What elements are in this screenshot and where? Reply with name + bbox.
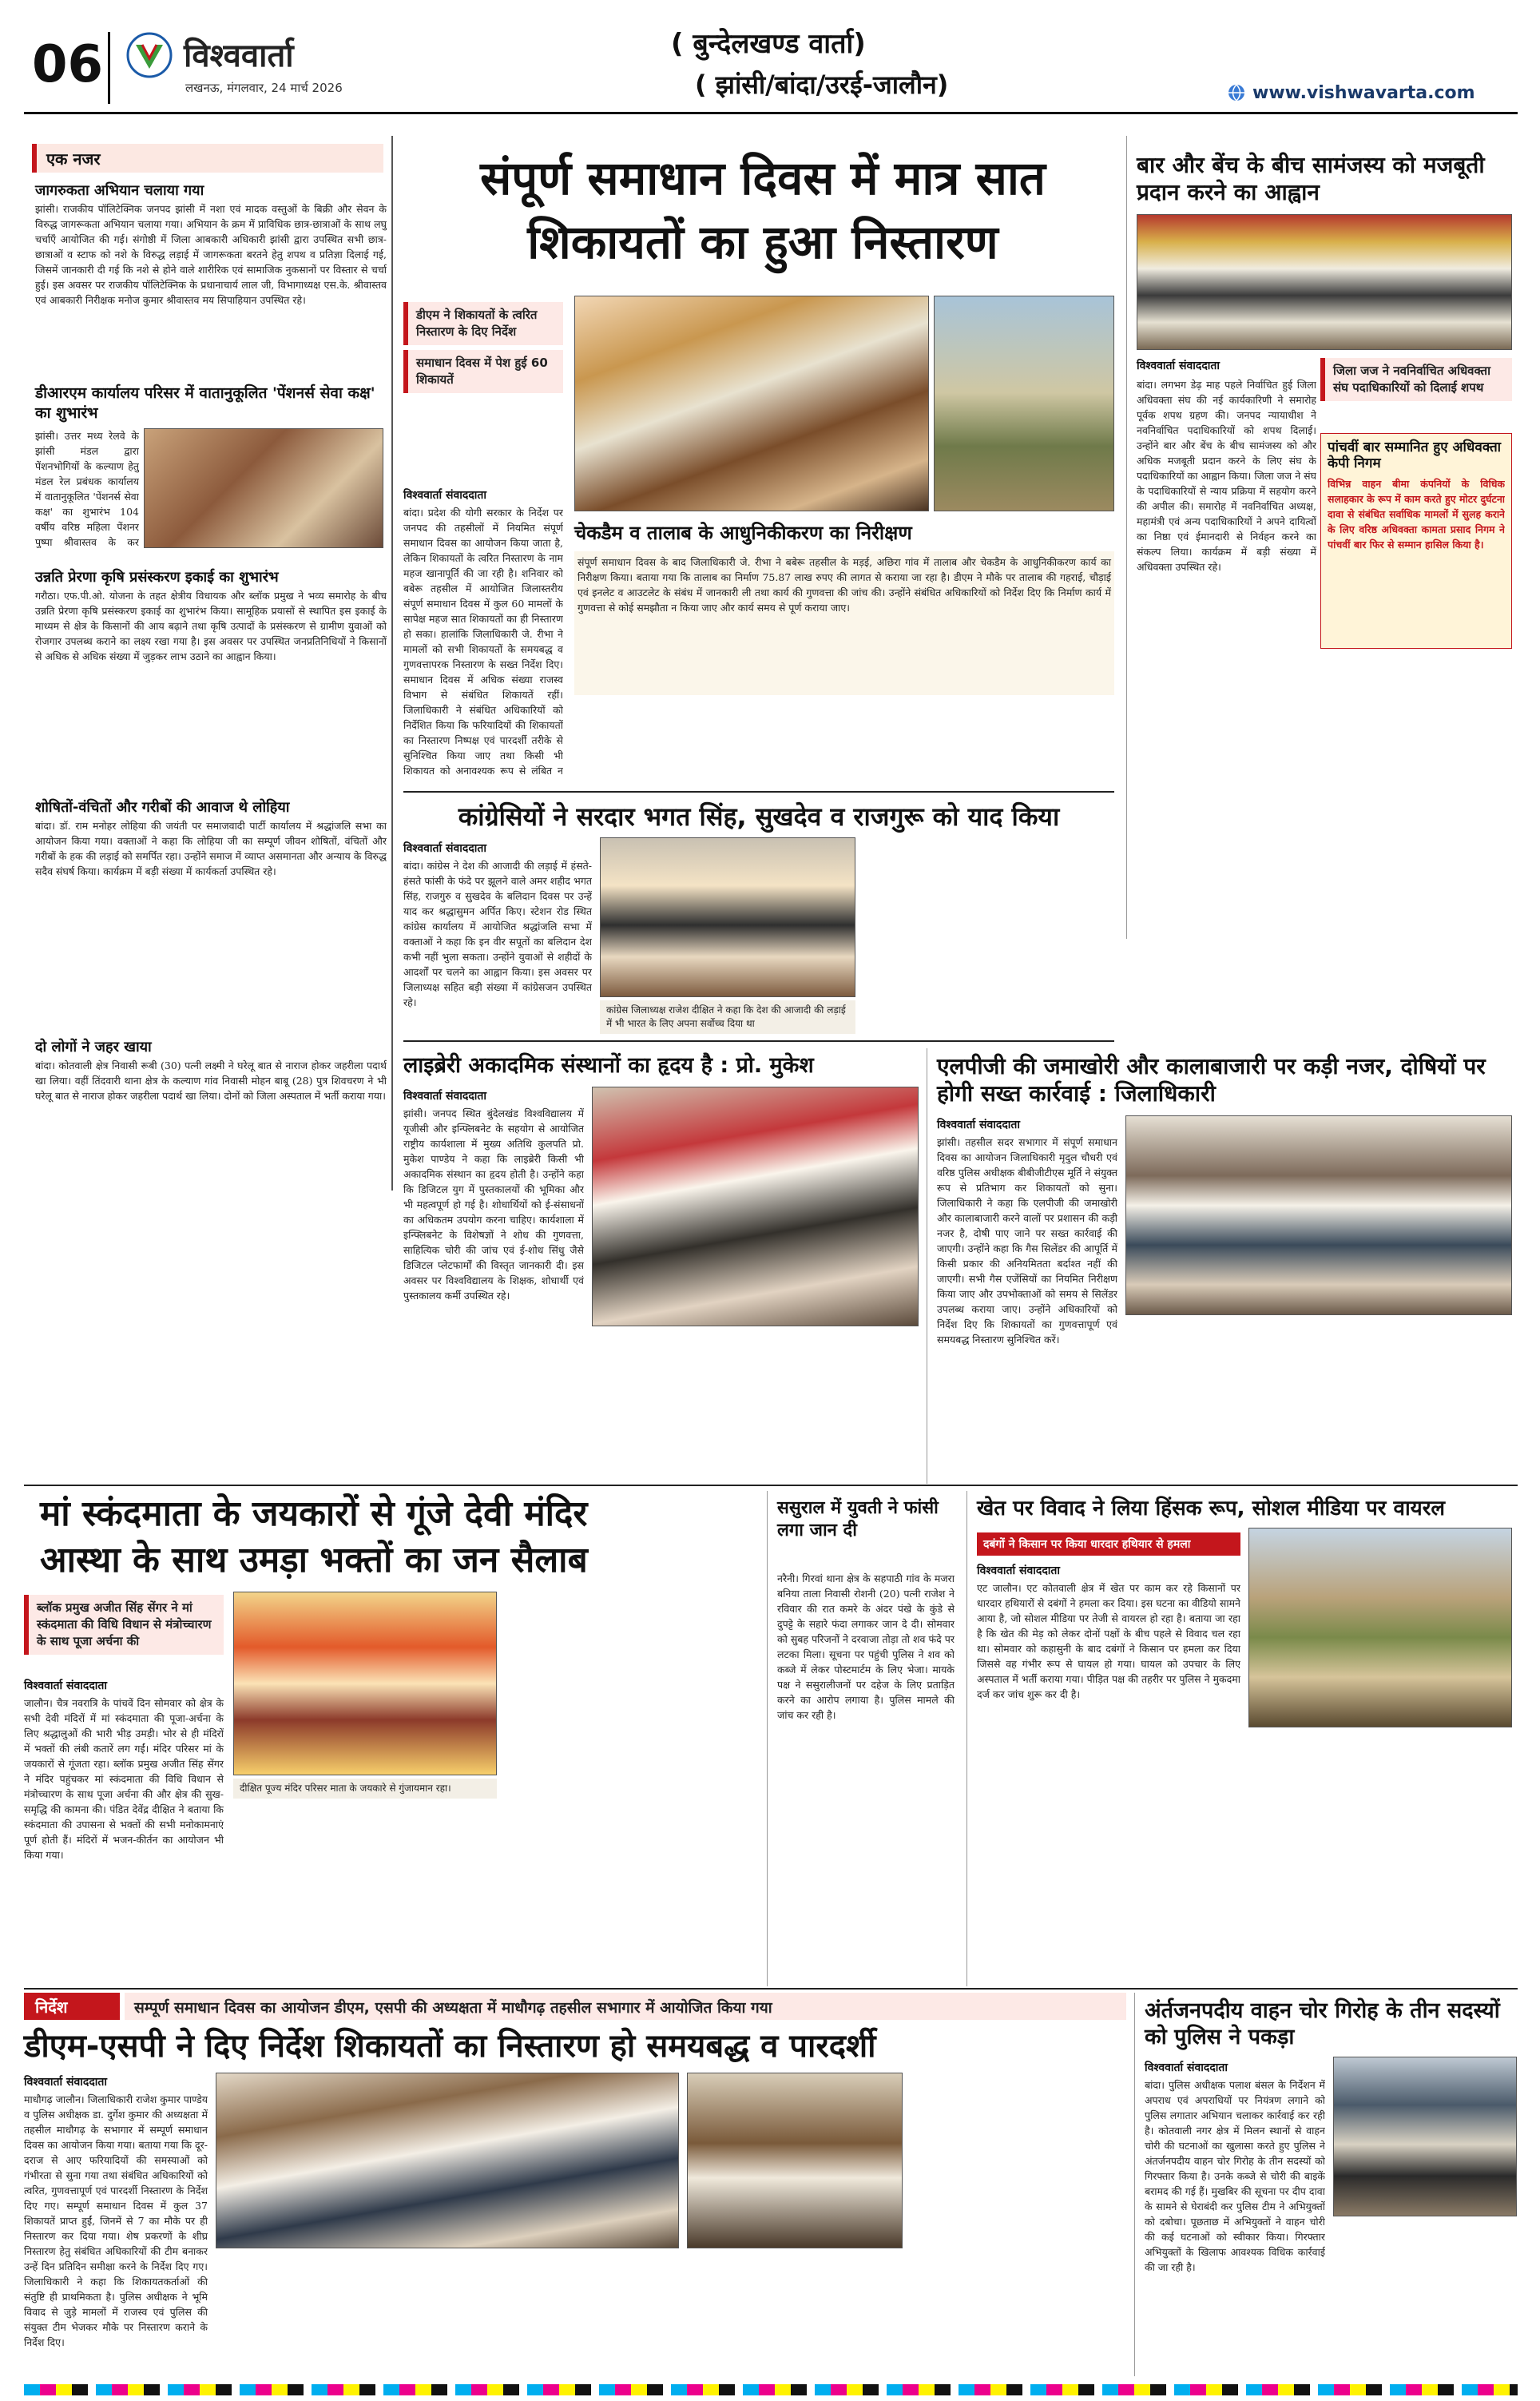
congress-photo: [600, 837, 855, 997]
paper-logo-icon: [126, 32, 173, 78]
brief-body: झांसी। राजकीय पॉलिटेक्निक जनपद झांसी में नशा एवं मादक वस्तुओं के बिक्री और सेवन के विरुद्ध जागरूकता अभियान चलाया गया। अभियान के क्रम में प्राविधिक छात्र-छात्राओं के साथ लघु चर्चाएँ आयोजित की गई। संगोष्ठी में जिला आबकारी अधिकारी झांसी द्वारा उपस्थित सभी छात्र-छात्राओं व स्टाफ को नशे के विरुद्ध लड़ाई में जागरूकता बरतने हेतु शपथ व प्रतिज्ञा दिलाई गई, जिसमें जानकारी दी गई कि नशे से होने वाले शारीरिक एवं सामाजिक नुकसानों पर विस्तार से चर्चा हुई। इस अवसर पर राजकीय पॉलिटेक्निक के प्रधानाचार्य लाल जी, विभागाध्यक्ष एस.के. श्रीवास्तव एवं आबकारी निरीक्षक मनोज कुमार श्रीवास्तव मय सिपाहियान उपस्थित रहे।: [35, 203, 387, 306]
directive-photo: [216, 2073, 679, 2248]
directive-kicker: सम्पूर्ण समाधान दिवस का आयोजन डीएम, एसपी की अध्यक्षता में माधौगढ़ तहसील सभागार में आयोजित किया गया: [125, 1993, 1126, 2020]
brief-title: दो लोगों ने जहर खाया: [35, 1039, 152, 1055]
theft-photo: [1333, 2057, 1517, 2216]
brief-body-cont: [35, 551, 387, 558]
library-body-cont: [592, 1333, 919, 1473]
bar-bench-body: बांदा। लगभग डेढ़ माह पहले निर्वाचित हुई जिला अधिवक्ता संघ की नई कार्यकारिणी ने समारोह पूर्वक शपथ ग्रहण की। जनपद न्यायाधीश ने नवनिर्वाचित पदाधिकारियों को शपथ दिलाई। उन्होंने बार और बेंच के बीच सामंजस्य को और अधिक मजबूती प्रदान करने के लिए संघ के पदाधिकारियों का आह्वान किया। जिला जज ने संघ के पदाधिकारियों से न्याय प्रक्रिया में सहयोग करने की अपील की। समारोह में नवनिर्वाचित अध्यक्ष, महामंत्री एवं अन्य पदाधिकारियों ने अपने दायित्वों का निष्ठा एवं ईमानदारी से निर्वहन करने का संकल्प लिया। कार्यक्रम में बड़ी संख्या में अधिवक्ता उपस्थित रहे।: [1137, 379, 1316, 573]
temple-caption: दीक्षित पूज्य मंदिर परिसर माता के जयकारे से गुंजायमान रहा।: [233, 1779, 497, 1799]
lpg-body: झांसी। तहसील सदर सभागार में संपूर्ण समाधान दिवस का आयोजन जिलाधिकारी मृदुल चौधरी एवं वरिष्ठ पुलिस अधीक्षक बीबीजीटीएस मूर्ति ने संयुक्त रूप से प्रतिभाग कर शिकायतों को सुना। जिलाधिकारी ने कहा कि एलपीजी की जमाखोरी और कालाबाजारी करने वालों पर प्रशासन की कड़ी नजर है, दोषी पाए जाने पर सख्त कार्रवाई की जाएगी। उन्होंने कहा कि गैस सिलेंडर की आपूर्ति में किसी प्रकार की अनियमितता बर्दाश्त नहीं की जाएगी। सभी गैस एजेंसियों का नियमित निरीक्षण किया जाए और उपभोक्ताओं को समय से सिलेंडर उपलब्ध कराया जाए। उन्होंने अधिकारियों को निर्देश दिए कि शिकायतों का गुणवत्तापूर्ण एवं समयबद्ध निस्तारण सुनिश्चित करें।: [937, 1136, 1117, 1346]
lead-col-text: [1118, 136, 1126, 799]
lead-bullet: डीएम ने शिकायतों के त्वरित निस्तारण के दिए निर्देश: [403, 302, 563, 345]
temple-story: [24, 1491, 759, 1986]
theft-body: बांदा। पुलिस अधीक्षक पलाश बंसल के निर्देशन में अपराध एवं अपराधियों पर नियंत्रण लगाने को पुलिस लगातार अभियान चलाकर कार्रवाई कर रही है। कोतवाली नगर क्षेत्र में मिलन स्थानों से वाहन चोरी की घटनाओं का खुलासा करते हुए पुलिस ने अंतर्जनपदीय वाहन चोर गिरोह के तीन सदस्यों को गिरफ्तार किया है। उनके कब्जे से चोरी की बाइकें बरामद की गई हैं। मुखबिर की सूचना पर दीप दावा के सामने से घेराबंदी कर पुलिस टीम ने अभियुक्तों को दबोचा। पूछताछ में अभियुक्तों ने वाहन चोरी की कई घटनाओं को स्वीकार किया। गिरफ्तार अभियुक्तों के खिलाफ आवश्यक विधिक कार्रवाई की जा रही है।: [1145, 2079, 1325, 2273]
lpg-story: [927, 1048, 1518, 1484]
masthead-rule: [24, 112, 1518, 114]
masthead-divider: [108, 32, 110, 104]
congress-headline: कांग्रेसियों ने सरदार भगत सिंह, सुखदेव व राजगुरू को याद किया: [458, 801, 1060, 832]
left-column: [24, 136, 393, 1191]
suicide-story: [767, 1491, 959, 1986]
brief-body: बांदा। डॉ. राम मनोहर लोहिया की जयंती पर समाजवादी पार्टी कार्यालय में श्रद्धांजलि सभा का आयोजन किया गया। वक्ताओं ने कहा कि लोहिया जी का सम्पूर्ण जीवन शोषितों, वंचितों और गरीबों के हक की लड़ाई को समर्पित रहा। उन्होंने समाज में व्याप्त असमानता और अन्याय के विरुद्ध सदैव संघर्ष किया। कार्यक्रम में बड़ी संख्या में कार्यकर्ता उपस्थित रहे।: [35, 820, 387, 877]
temple-headline: मां स्कंदमाता के जयकारों से गूंजे देवी मंदिर: [40, 1493, 588, 1534]
sub-headline: पांचवीं बार सम्मानित हुए अधिवक्ता केपी निगम: [1328, 439, 1502, 471]
page-number: 06: [32, 35, 104, 94]
swearing-in-photo: [1137, 214, 1512, 350]
bar-bench-body-cont: [1320, 657, 1512, 928]
library-photo: [592, 1087, 919, 1326]
lead-bullet: समाधान दिवस में पेश हुई 60 शिकायतें: [403, 350, 563, 393]
directive-body-cont: [216, 2256, 903, 2371]
lead-byline: विश्ववार्ता संवाददाता: [403, 489, 487, 502]
library-story: [403, 1048, 919, 1484]
brief-body: बांदा। कोतवाली क्षेत्र निवासी रूबी (30) पत्नी लक्ष्मी ने घरेलू बात से नाराज होकर जहरीला पदार्थ खा लिया। वहीं तिंदवारी थाना क्षेत्र के कल्याण गांव निवासी मोहन बाबू (28) पुत्र शिवचरण ने भी घरेलू बात से नाराज होकर जहरीला पदार्थ खा लिया। दोनों को जिला अस्पताल में भर्ती कराया गया।: [35, 1059, 387, 1102]
directive-byline: विश्ववार्ता संवाददाता: [24, 2076, 108, 2089]
directive-tag: निर्देश: [24, 1993, 120, 2020]
website-link[interactable]: www.vishwavarta.com: [1252, 83, 1475, 103]
lpg-photo: [1125, 1115, 1512, 1315]
globe-icon: [1227, 83, 1246, 102]
farm-byline: विश्ववार्ता संवाददाता: [977, 1564, 1061, 1577]
mid-rule: [24, 1485, 1518, 1486]
congress-caption: कांग्रेस जिलाध्यक्ष राजेश दीक्षित ने कहा कि देश की आजादी की लड़ाई में भी भारत के लिए अपना सर्वोच्च दिया था: [600, 1000, 855, 1034]
lpg-headline: एलपीजी की जमाखोरी और कालाबाजारी पर कड़ी नजर, दोषियों पर होगी सख्त कार्रवाई : जिलाधिकारी: [937, 1053, 1486, 1107]
dateline: लखनऊ, मंगलवार, 24 मार्च 2026: [185, 81, 343, 95]
suicide-headline: ससुराल में युवती ने फांसी लगा जान दी: [777, 1498, 939, 1540]
farm-headline: खेत पर विवाद ने लिया हिंसक रूप, सोशल मीडिया पर वायरल: [977, 1497, 1446, 1521]
library-byline: विश्ववार्ता संवाददाता: [403, 1090, 487, 1103]
brief-title: जागरुकता अभियान चलाया गया: [35, 182, 204, 199]
brief-title: डीआरएम कार्यालय परिसर में वातानुकूलित 'पेंशनर्स सेवा कक्ष' का शुभारंभ: [35, 384, 375, 422]
lead-headline: संपूर्ण समाधान दिवस में मात्र सात: [480, 151, 1046, 205]
lead-story: [403, 136, 1114, 799]
bar-bench-headline: बार और बेंच के बीच सामंजस्य को मजबूती प्रदान करने का आह्वान: [1137, 152, 1485, 205]
directive-story: [24, 1993, 1126, 2376]
brief-body: गरौठा। एफ.पी.ओ. योजना के तहत क्षेत्रीय विधायक और ब्लॉक प्रमुख ने भव्य समारोह के बीच उन्नति प्रेरणा कृषि प्रसंस्करण इकाई का शुभारंभ किया। सामूहिक प्रयासों से स्थापित इस इकाई के माध्यम से क्षेत्र के किसानों की आय बढ़ाने तथा कृषि उत्पादों के प्रसंस्करण से ग्रामीण युवाओं को रोजगार उपलब्ध कराने का लक्ष्य रखा गया है। इस अवसर पर उपस्थित जनप्रतिनिधियों ने किसानों से अधिक से अधिक संख्या में जुड़कर लाभ उठाने का आह्वान किया।: [35, 590, 387, 662]
temple-byline: विश्ववार्ता संवाददाता: [24, 1680, 108, 1692]
suicide-body: नरैनी। गिरवां थाना क्षेत्र के सहपाठी गांव के मजरा बनिया ताला निवासी रोशनी (20) पत्नी राजेश ने रविवार की रात कमरे के अंदर पंखे के कुंडे से दुपट्टे के सहारे फंदा लगाकर जान दे दी। सोमवार को सुबह परिजनों ने दरवाजा तोड़ा तो शव फंदे पर लटका मिला। सूचना पर पहुंची पुलिस ने शव को कब्जे में लेकर पोस्टमार्टम के लिए भेजा। मायके पक्ष ने ससुरालीजनों पर दहेज के लिए प्रताड़ित करने का आरोप लगाया है। पुलिस मामले की जांच कर रही है।: [777, 1572, 955, 1721]
lead-body-cont: [574, 700, 1114, 777]
temple-photo: [233, 1592, 497, 1775]
lead-rule: [403, 791, 1114, 793]
masthead: [0, 0, 1540, 120]
farm-body-cont: [1248, 1734, 1512, 1975]
lpg-body-cont: [1125, 1322, 1512, 1473]
directive-body-cont-2: [911, 2073, 1126, 2371]
congress-body: बांदा। कांग्रेस ने देश की आजादी की लड़ाई में हंसते-हंसते फांसी के फंदे पर झूलने वाले अमर शहीद भगत सिंह, राजगुरु व सुखदेव के बलिदान दिवस पर उन्हें याद कर श्रद्धासुमन अर्पित किए। स्टेशन रोड स्थित कांग्रेस कार्यालय में आयोजित श्रद्धांजलि सभा में वक्ताओं ने कहा कि इन वीर सपूतों का बलिदान देश कभी नहीं भुला सकता। उन्होंने युवाओं से शहीदों के आदर्शों पर चलने का आह्वान किया। इस अवसर पर जिलाध्यक्ष सहित बड़ी संख्या में कांग्रेसजन उपस्थित रहे।: [403, 860, 592, 1008]
congress-byline: विश्ववार्ता संवाददाता: [403, 842, 487, 855]
sub-body: विभिन्न वाहन बीमा कंपनियों के विधिक सलाहकार के रूप में काम करते हुए मोटर दुर्घटना दावा से संबंधित सर्वाधिक मामलों में सुलह कराने के लिए वरिष्ठ अधिवक्ता कामता प्रसाद निगम ने पांचवीं बार फिर से सम्मान हासिल किया है।: [1328, 478, 1505, 551]
bar-bench-byline: विश्ववार्ता संवाददाता: [1137, 360, 1220, 372]
pensioner-photo: [144, 428, 383, 548]
edition-title: ( बुन्देलखण्ड वार्ता): [671, 28, 866, 60]
temple-bullet: ब्लॉक प्रमुख अजीत सिंह सेंगर ने मां स्कंदमाता की विधि विधान से मंत्रोच्चारण के साथ पूजा अर्चना की: [24, 1595, 224, 1655]
directive-photo-2: [687, 2073, 903, 2248]
congress-rule: [403, 1040, 1114, 1042]
lead-body: बांदा। प्रदेश की योगी सरकार के निर्देश पर जनपद की तहसीलों में नियमित संपूर्ण समाधान दिवस का आयोजन किया जाता है, लेकिन शिकायतों के त्वरित निस्तारण के नाम महज खानापूर्ति की जा रही है। शनिवार को बबेरू तहसील में आयोजित जिलास्तरीय संपूर्ण समाधान दिवस में कुल 60 मामलों के सापेक्ष महज सात शिकायतों का ही निस्तारण हो सका। हालांकि जिलाधिकारी जे. रीभा ने मामलों को सभी शिकायतों के समयबद्ध व गुणवत्तापरक निस्तारण के सख्त निर्देश दिए। समाधान दिवस में अधिक संख्या राजस्व विभाग से संबंधित शिकायतें रहीं। जिलाधिकारी ने संबंधित अधिकारियों को निर्देशित किया कि फरियादियों की शिकायतों का निस्तारण निष्पक्ष एवं पारदर्शी तरीके से सुनिश्चित किया जाए तथा किसी भी शिकायत को अनावश्यक रूप से लंबित न: [403, 507, 563, 777]
lead-headline: शिकायतों का हुआ निस्तारण: [527, 215, 998, 269]
theft-headline: अंर्तजनपदीय वाहन चोर गिरोह के तीन सदस्यों को पुलिस ने पकड़ा: [1145, 1998, 1500, 2049]
section-tag: एक नजर: [32, 144, 383, 173]
brief-title: शोषितों-वंचितों और गरीबों की आवाज थे लोहिया: [35, 799, 290, 816]
temple-body: जालौन। चैत्र नवरात्रि के पांचवें दिन सोमवार को क्षेत्र के सभी देवी मंदिरों में मां स्कंदमाता की पूजा-अर्चना के लिए श्रद्धालुओं की भारी भीड़ उमड़ी। भोर से ही मंदिरों में भक्तों की लंबी कतारें लग गईं। मंदिर परिसर मां के जयकारों से गूंजता रहा। ब्लॉक प्रमुख अजीत सिंह सेंगर ने मंदिर पहुंचकर मां स्कंदमाता की विधि विधान से मंत्रोच्चारण के साथ पूजा अर्चना की और क्षेत्र की सुख-समृद्धि की कामना की। पंडित देवेंद्र दीक्षित ने बताया कि स्कंदमाता की उपासना से भक्तों की सभी मनोकामनाएं पूर्ण होती हैं। मंदिरों में भजन-कीर्तन का आयोजन भी किया गया।: [24, 1697, 224, 1861]
brief-body: झांसी। उत्तर मध्य रेलवे के झांसी मंडल द्वारा पेंशनभोगियों के कल्याण हेतु मंडल रेल प्रबंधक कार्यालय में वातानुकूलित 'पेंशनर्स सेवा कक्ष' का शुभारंभ 104 वर्षीय वरिष्ठ महिला पेंशनर पुष्पा श्रीवास्तव के कर: [35, 430, 139, 548]
directive-headline: डीएम-एसपी ने दिए निर्देश शिकायतों का निस्तारण हो समयबद्ध व पारदर्शी: [24, 2028, 876, 2065]
lead-photo: [574, 296, 929, 511]
directive-body: माधौगढ़ जालौन। जिलाधिकारी राजेश कुमार पाण्डेय व पुलिस अधीक्षक डा. दुर्गेश कुमार की अध्यक्षता में तहसील माधौगढ़ के सभागार में सम्पूर्ण समाधान दिवस का आयोजन किया गया। बताया गया कि दूर-दराज से आए फरियादियों की समस्याओं को गंभीरता से सुना गया तथा संबंधित अधिकारियों को त्वरित, गुणवत्तापूर्ण एवं पारदर्शी निस्तारण के निर्देश दिए गए। सम्पूर्ण समाधान दिवस में कुल 37 शिकायतें प्राप्त हुईं, जिनमें से 7 का मौके पर ही निस्तारण कर दिया गया। शेष प्रकरणों के शीघ्र निस्तारण हेतु संबंधित अधिकारियों की टीम बनाकर उन्हें दिन प्रतिदिन समीक्षा करने के निर्देश दिए गए। जिलाधिकारी ने कहा कि शिकायतकर्ताओं की संतुष्टि ही प्राथमिकता है। पुलिस अधीक्षक ने भूमि विवाद से जुड़े मामलों में राजस्व एवं पुलिस की संयुक्त टीम भेजकर मौके पर निस्तारण कराने के निर्देश दिए।: [24, 2093, 208, 2348]
bar-bench-side-bullet: जिला जज ने नवनिर्वाचित अधिवक्ता संघ पदाधिकारियों को दिलाई शपथ: [1320, 358, 1512, 401]
theft-body-cont: [1333, 2223, 1517, 2370]
registration-strip: [24, 2384, 1518, 2395]
inset-headline: चेकडैम व तालाब के आधुनिकीकरण का निरीक्षण: [574, 522, 912, 544]
temple-body-cont: [506, 1592, 759, 1975]
farm-story: [966, 1491, 1518, 1986]
inset-body: संपूर्ण समाधान दिवस के बाद जिलाधिकारी जे. रीभा ने बबेरू तहसील के मड़ई, अछिरा गांव में तालाब और चेकडैम के आधुनिकीकरण कार्य का निरीक्षण किया। बताया गया कि तालाब का निर्माण 75.87 लाख रुपए की लागत से कराया जा रहा है। डीएम ने मौके पर तालाब की गहराई, चौड़ाई एवं इनलेट व आउटलेट के संबंध में जानकारी ली तथा कार्य की गुणवत्ता की जांच की। उन्होंने संबंधित अधिकारियों को निर्देश दिए कि निर्माण कार्य में गुणवत्ता से कोई समझौता न किया जाए और कार्य समय से पूर्ण कराया जाए।: [574, 551, 1114, 695]
lower-rule: [24, 1988, 1518, 1990]
library-headline: लाइब्रेरी अकादमिक संस्थानों का हृदय है : प्रो. मुकेश: [403, 1053, 814, 1078]
edition-districts: ( झांसी/बांदा/उरई-जालौन): [695, 70, 949, 100]
inspection-photo: [934, 296, 1114, 511]
congress-body-cont: [863, 837, 1114, 1034]
sub-story-box: [1320, 433, 1512, 649]
theft-story: [1134, 1993, 1518, 2376]
farm-strap: दबंगों ने किसान पर किया धारदार हथियार से हमला: [977, 1532, 1240, 1556]
farm-photo: [1248, 1528, 1512, 1727]
brief-title: उन्नति प्रेरणा कृषि प्रसंस्करण इकाई का शुभारंभ: [35, 569, 279, 586]
library-body: झांसी। जनपद स्थित बुंदेलखंड विश्वविद्यालय में यूजीसी और इन्फ्लिबनेट के सहयोग से आयोजित राष्ट्रीय कार्यशाला में मुख्य अतिथि कुलपति प्रो. मुकेश पाण्डेय ने कहा कि लाइब्रेरी किसी भी अकादमिक संस्थान का हृदय होती है। उन्होंने कहा कि डिजिटल युग में पुस्तकालयों की भूमिका और भी महत्वपूर्ण हो गई है। शोधार्थियों को ई-संसाधनों का अधिकतम उपयोग करना चाहिए। कार्यशाला में इन्फ्लिबनेट के विशेषज्ञों ने शोध की गुणवत्ता, साहित्यिक चोरी की जांच एवं ई-शोध सिंधु जैसे डिजिटल प्लेटफार्मों की विस्तृत जानकारी दी। इस अवसर पर विश्वविद्यालय के शिक्षक, शोधार्थी एवं पुस्तकालय कर्मी उपस्थित रहे।: [403, 1107, 584, 1302]
lpg-byline: विश्ववार्ता संवाददाता: [937, 1119, 1021, 1131]
paper-name: विश्ववार्ता: [184, 38, 294, 74]
theft-byline: विश्ववार्ता संवाददाता: [1145, 2061, 1228, 2074]
temple-headline: आस्था के साथ उमड़ा भक्तों का जन सैलाब: [40, 1540, 588, 1580]
congress-story: [403, 799, 1114, 1047]
bar-bench-story: [1126, 136, 1518, 939]
farm-body: एट जालौन। एट कोतवाली क्षेत्र में खेत पर काम कर रहे किसानों पर धारदार हथियारों से दबंगों ने हमला कर दिया। इस घटना का वीडियो सामने आया है, जो सोशल मीडिया पर तेजी से वायरल हो रहा है। बताया जा रहा है कि खेत की मेड़ को लेकर दोनों पक्षों के बीच पहले से विवाद चल रहा था। सोमवार को कहासुनी के बाद दबंगों ने किसान पर हमला कर दिया जिससे वह गंभीर रूप से घायल हो गया। घायल को उपचार के लिए अस्पताल में भर्ती कराया गया। पीड़ित पक्ष की तहरीर पर पुलिस ने मुकदमा दर्ज कर जांच शुरू कर दी है।: [977, 1582, 1240, 1700]
